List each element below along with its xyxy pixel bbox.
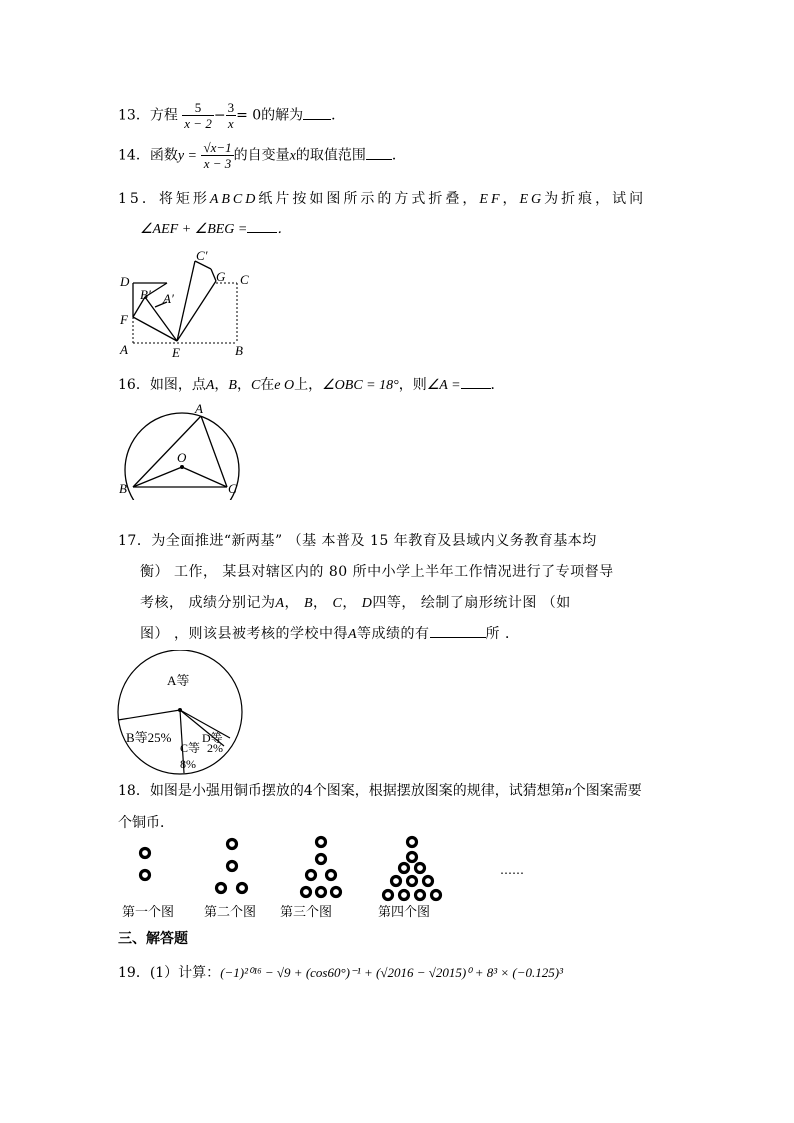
segment-bo [133, 467, 182, 487]
pie-chart-figure [112, 650, 247, 775]
crease-eg [177, 281, 216, 341]
pie-center [178, 708, 182, 712]
coin [141, 871, 150, 880]
coin [217, 884, 226, 893]
coin [238, 884, 247, 893]
q13-equals: = 0 [236, 107, 262, 124]
q15-text-c: 为折痕，试问 [544, 191, 647, 207]
q16-angle-a: ∠A = [426, 378, 461, 393]
label-e: E [172, 345, 180, 360]
q17-line4b: 等成绩的有 [357, 626, 430, 642]
label-c-prime: C′ [196, 248, 208, 263]
q16-b: B [228, 378, 237, 393]
pie-label-c: C等 [180, 741, 201, 755]
caption-pattern-3: 第三个图 [280, 905, 333, 920]
ellipsis: …… [500, 863, 524, 877]
q19-expression: (−1)²⁰¹⁶ − √9 + (cos60°)⁻¹ + (√2016 − √2015)⁰ + 8³ × (−0.125)³ [220, 965, 563, 980]
q17-a-2: A [347, 627, 358, 642]
coin [327, 871, 336, 880]
coin [317, 888, 326, 897]
q17-line4c: 所 ． [485, 626, 520, 642]
q15-abcd: ABCD [209, 192, 259, 207]
coin [424, 877, 433, 886]
coin [317, 855, 326, 864]
q14-end: ． [391, 147, 406, 164]
question-18-line1 [118, 780, 642, 800]
label-c: C [228, 481, 237, 496]
pie-label-c-pct: 8% [180, 757, 196, 771]
segment-ac [201, 416, 227, 487]
q14-fraction: $\frac{√x-1}{x - 3}$ [203, 140, 232, 171]
question-17-line1 [118, 530, 597, 550]
coin [228, 840, 237, 849]
q15-end: ． [277, 222, 292, 237]
question-17-line3: 考核， 成绩分别记为A， B， C， D四等， 绘制了扇形统计图 （如 [140, 595, 571, 611]
label-c: C [240, 272, 249, 287]
q19-lead: 19．(1）计算： [118, 965, 221, 981]
coin [400, 891, 409, 900]
q15-ef: EF [479, 192, 503, 207]
circle-figure [115, 400, 250, 500]
q18-line1b: 个图案需要 [571, 783, 642, 799]
fold-rectangle-figure [115, 247, 255, 362]
q16-circle: e O [274, 378, 295, 393]
pie-label-d: D等 [202, 731, 223, 745]
label-a: A [120, 342, 128, 357]
q13-answer-blank[interactable] [303, 107, 331, 120]
q14-y-equals: y = [177, 148, 197, 164]
coin [392, 877, 401, 886]
q16-up: 上， [294, 377, 323, 393]
coin [302, 888, 311, 897]
q15-sep: ， [502, 191, 520, 207]
edge-ec [177, 261, 195, 341]
label-b-prime: B′ [140, 287, 151, 302]
q17-answer-blank[interactable] [430, 625, 486, 638]
q16-text: 16．如图，点 [118, 377, 206, 393]
q13-fraction-2: $\frac{3}{x}$ [227, 100, 235, 131]
coin [416, 864, 425, 873]
q14-var: x [289, 148, 296, 164]
coin [228, 862, 237, 871]
question-13 [118, 100, 345, 131]
caption-pattern-1: 第一个图 [122, 905, 175, 920]
question-16: 16．如图，点A，B，C在e O上，∠OBC = 18°，则∠A = ． [118, 377, 505, 393]
coin [317, 838, 326, 847]
q13-fraction-1: $\frac{5}{x - 2}$ [184, 100, 212, 131]
question-14 [118, 140, 406, 171]
label-b: B [235, 343, 243, 358]
center-point [180, 465, 184, 469]
q18-line2: 个铜币． [118, 815, 174, 831]
coin [432, 891, 441, 900]
label-b: B [119, 481, 127, 496]
segment-ab [133, 416, 201, 487]
coin [416, 891, 425, 900]
label-a-prime: A′ [163, 291, 174, 306]
q17-line2: 衡） 工作， 某县对辖区内的 80 所中小学上半年工作情况进行了专项督导 [140, 564, 614, 580]
label-a: A [195, 401, 203, 416]
q15-angle-expr: ∠AEF + ∠BEG = [140, 222, 248, 237]
q16-on: 在 [260, 377, 275, 393]
q16-then: ，则 [398, 377, 427, 393]
label-d: D [120, 274, 130, 289]
q14-prefix: 函数 [149, 147, 178, 164]
q14-suffix1: 的自变量 [233, 147, 290, 164]
q13-minus: − [213, 107, 226, 124]
question-15-line2 [140, 218, 291, 238]
question-17-line4 [140, 623, 519, 643]
q17-line3b: 四等， 绘制了扇形统计图 （如 [372, 595, 571, 611]
coin [408, 838, 417, 847]
question-17-line2 [140, 561, 614, 581]
q16-a: A [205, 378, 215, 393]
q17-line3a: 考核， 成绩分别记为 [140, 595, 276, 611]
question-19 [118, 962, 563, 982]
pie-label-a: A等 [167, 673, 190, 688]
coin [408, 877, 417, 886]
q13-number: 13． [118, 107, 150, 124]
q17-line4a: 图） ，则该县被考核的学校中得 [140, 626, 348, 642]
q17-line1: 17．为全面推进“新两基” （基 本普及 15 年教育及县域内义务教育基本均 [118, 533, 597, 549]
coin [408, 853, 417, 862]
pie-label-b: B等25% [126, 730, 172, 745]
question-18-line2 [118, 812, 174, 832]
question-15-line1 [118, 188, 646, 208]
coin-patterns-figure [110, 832, 540, 924]
q14-answer-blank[interactable] [366, 147, 392, 160]
coin [141, 849, 150, 858]
q13-end: ． [331, 107, 346, 124]
coin [307, 871, 316, 880]
q13-prefix: 方程 [149, 107, 178, 124]
q18-line1a: 18．如图是小强用铜币摆放的4个图案，根据摆放图案的规律，试猜想第 [118, 783, 565, 799]
q17-c: C [332, 596, 343, 611]
q14-number: 14． [118, 147, 150, 164]
label-o: O [177, 450, 187, 465]
q17-b: B [303, 596, 314, 611]
q16-angle: ∠OBC = 18° [322, 378, 399, 393]
coin [384, 891, 393, 900]
label-f: F [120, 312, 128, 327]
q15-text-b: 纸片按如图所示的方式折叠， [258, 191, 480, 207]
crease-ef [133, 317, 177, 341]
q14-suffix2: 的取值范围 [295, 147, 366, 164]
q17-d: D [361, 596, 373, 611]
q17-a: A [275, 596, 285, 611]
q18-n: n [564, 784, 572, 799]
pie-label-d-pct: 2% [207, 741, 223, 755]
q16-answer-blank[interactable] [461, 376, 491, 389]
label-g: G [216, 269, 226, 284]
q16-c: C [250, 378, 261, 393]
coin [332, 888, 341, 897]
section-heading: 三、解答题 [118, 931, 188, 947]
pie-divider-ab [118, 710, 180, 720]
caption-pattern-4: 第四个图 [378, 905, 431, 920]
q13-suffix: 的解为 [261, 107, 304, 124]
q15-text-a: 15．将矩形 [118, 191, 210, 207]
q15-answer-blank[interactable] [247, 220, 277, 233]
q16-end: ． [490, 377, 505, 393]
coin [400, 864, 409, 873]
caption-pattern-2: 第二个图 [204, 905, 257, 920]
q15-eg: EG [519, 192, 545, 207]
